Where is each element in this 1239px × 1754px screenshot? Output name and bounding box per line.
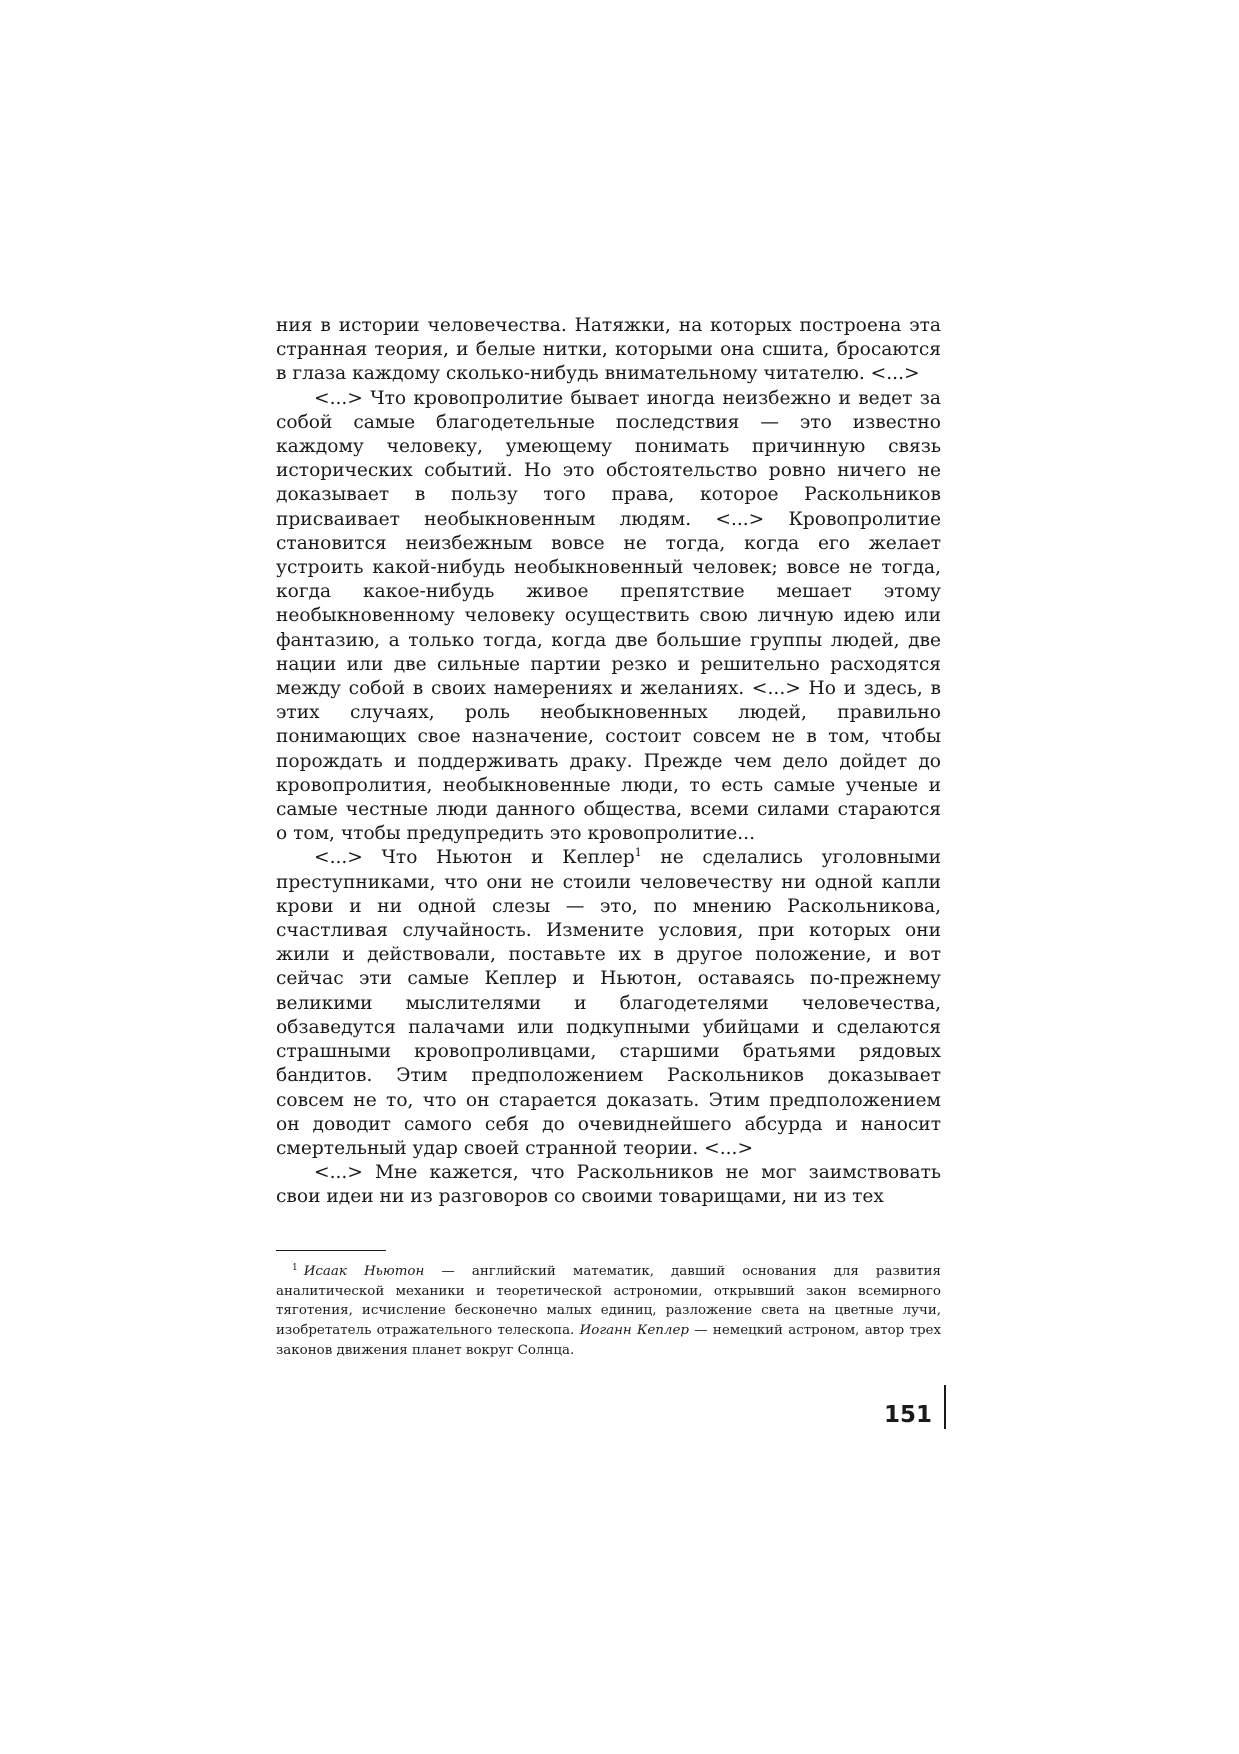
paragraph-2: <...> Что кровопролитие бывает иногда неизбежно и ведет за собой самые благодетельные последствия — это известно каждому человеку, умеющему понимать причинную связь исторических событий. Но это обстоятельство ровно ничего не доказывает в пользу того права, которое Раскольников присваивает необыкновенным людям. <...> Кровопролитие становится неизбежным вовсе не тогда, когда его желает устроить какой-нибудь необыкновенный человек; вовсе не тогда, когда какое-нибудь живое препятствие мешает этому необыкновенному человеку осуществить свою личную идею или фантазию, а только тогда, когда две большие группы людей, две нации или две сильные партии резко и решительно расходятся между собой в своих намерениях и желаниях. <...> Но и здесь, в этих случаях, роль необыкновенных людей, правильно понимающих свое назначение, состоит совсем не в том, чтобы порождать и поддерживать драку. Прежде чем дело дойдет до кровопролития, необыкновенные люди, то есть самые ученые и самые честные люди данного общества, всеми силами стараются о том, чтобы предупредить это кровопролитие... xyxy=(276,387,941,845)
footnote-1 xyxy=(276,1262,941,1361)
main-text xyxy=(276,314,941,1210)
footnote-reference[interactable]: 1 xyxy=(634,846,642,860)
page-number: 151 xyxy=(884,1402,933,1428)
paragraph-3-lead: <...> Что Ньютон и Кеплер xyxy=(314,847,635,869)
footnote-name-newton: Исаак Ньютон xyxy=(303,1264,425,1279)
footnote-separator xyxy=(276,1250,386,1251)
paragraph-3-body: не сделались уголовными преступниками, что они не стоили человечеству ни одной капли крови и ни одной слезы — это, по мнению Раскольникова, счастливая случайность. Измените условия, при которых они жили и действовали, поставьте их в другое положение, и вот сейчас эти самые Кеплер и Ньютон, оставаясь по-прежнему великими мыслителями и благодетелями человечества, обзаведутся палачами или подкупными убийцами и сделаются страшными кровопроливцами, старшими братьями рядовых бандитов. Этим предположением Раскольников доказывает совсем не то, что он старается доказать. Этим предположением он доводит самого себя до очевиднейшего абсурда и наносит смертельный удар своей странной теории. <...> xyxy=(276,847,941,1159)
footnote-text-kepler: — немецкий астроном, автор трех законов движения планет вокруг Солнца. xyxy=(276,1323,941,1358)
footnote-marker: 1 xyxy=(292,1262,298,1273)
page-number-rule xyxy=(944,1385,946,1429)
footnote-text-newton: — английский математик, давший основания для развития аналитической механики и теоретической астрономии, открывший закон всемирного тяготения, исчисление бесконечно малых единиц, разложение света на цветные лучи, изобретатель отражательного телескопа. xyxy=(276,1264,942,1339)
paragraph-3 xyxy=(276,846,941,1161)
paragraph-4: <...> Мне кажется, что Раскольников не мог заимствовать свои идеи ни из разговоров со своими товарищами, ни из тех xyxy=(276,1162,941,1208)
footnote-name-kepler: Иоганн Кеплер xyxy=(579,1323,689,1339)
paragraph-1: ния в истории человечества. Натяжки, на которых построена эта странная теория, и белые нитки, которыми она сшита, бросаются в глаза каждому сколько-нибудь внимательному читателю. <...> xyxy=(276,315,941,385)
footnotes xyxy=(276,1262,941,1361)
